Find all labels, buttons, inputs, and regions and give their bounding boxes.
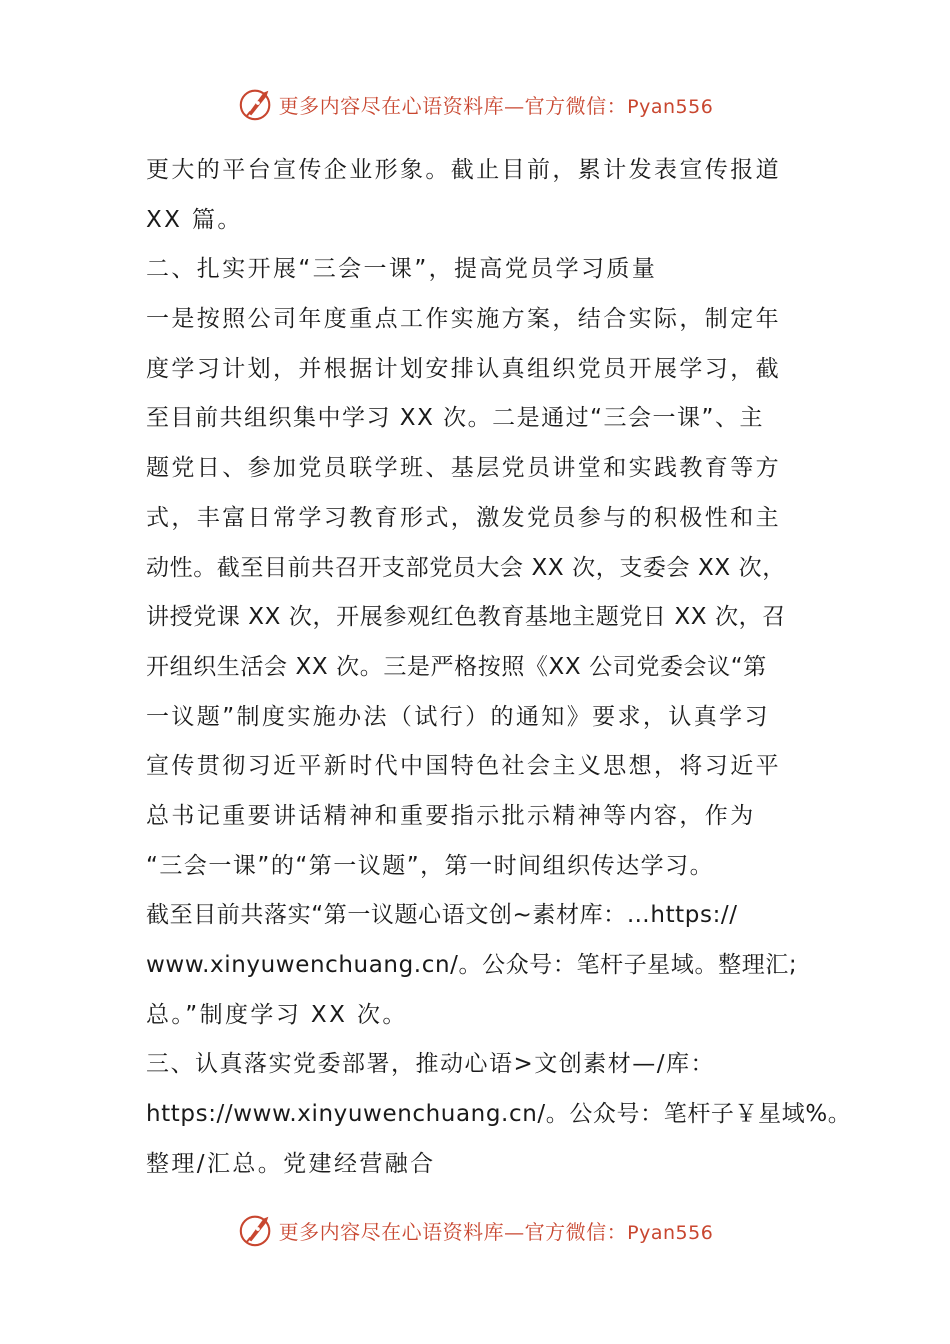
footer-banner-title: 更多内容尽在心语资料库—官方微信： — [278, 1219, 628, 1244]
text-line: 动性。截至目前共召开支部党员大会 XX 次，支委会 XX 次， — [146, 554, 786, 581]
text-line: 总。”制度学习 XX 次。 — [146, 1001, 408, 1028]
footer-banner-wechat: Pyan556 — [627, 1221, 714, 1244]
section-heading: 三、认真落实党委部署，推动心语>文创素材—/库： — [146, 1051, 716, 1078]
text-line: 宣传贯彻习近平新时代中国特色社会主义思想，将习近平 — [146, 753, 781, 780]
section-heading: 二、扎实开展“三会一课”，提高党员学习质量 — [146, 256, 658, 283]
text-line: 至目前共组织集中学习 XX 次。二是通过“三会一课”、主 — [146, 405, 764, 432]
header-banner-text — [279, 90, 714, 119]
text-line: 总书记重要讲话精神和重要指示批示精神等内容，作为 — [146, 802, 756, 829]
text-line: 讲授党课 XX 次，开展参观红色教育基地主题党日 XX 次，召 — [146, 604, 786, 631]
text-line: XX 篇。 — [146, 206, 243, 233]
header-banner-title: 更多内容尽在心语资料库—官方微信： — [278, 93, 628, 118]
quill-pen-logo-icon — [237, 85, 275, 123]
text-line: “三会一课”的“第一议题”，第一时间组织传达学习。 — [146, 852, 715, 879]
text-line: 式，丰富日常学习教育形式，激发党员参与的积极性和主 — [146, 504, 781, 531]
text-line: 更大的平台宣传企业形象。截止目前，累计发表宣传报道 — [146, 157, 781, 183]
footer-banner-text — [279, 1216, 714, 1245]
text-line: 开组织生活会 XX 次。三是严格按照《XX 公司党委会议“第 — [146, 653, 767, 680]
quill-pen-logo-icon — [237, 1211, 275, 1249]
document-body — [146, 146, 852, 1189]
text-line: 一议题”制度实施办法（试行）的通知》要求，认真学习 — [146, 703, 770, 730]
header-banner-wechat: Pyan556 — [627, 95, 714, 118]
text-line: 度学习计划，并根据计划安排认真组织党员开展学习，截 — [146, 355, 781, 382]
text-line: 一是按照公司年度重点工作实施方案，结合实际，制定年 — [146, 306, 781, 333]
footer-banner — [0, 1210, 950, 1250]
text-line: https://www.xinyuwenchuang.cn/。公众号：笔杆子￥星域%。 — [146, 1101, 852, 1128]
text-line: 截至目前共落实“第一议题心语文创~素材库：…https:// — [146, 902, 738, 929]
header-banner — [0, 84, 950, 124]
text-line: 整理/汇总。党建经营融合 — [146, 1150, 436, 1177]
text-line: 题党日、参加党员联学班、基层党员讲堂和实践教育等方 — [146, 455, 781, 482]
text-line: www.xinyuwenchuang.cn/。公众号：笔杆子星域。整理汇; — [146, 952, 798, 978]
